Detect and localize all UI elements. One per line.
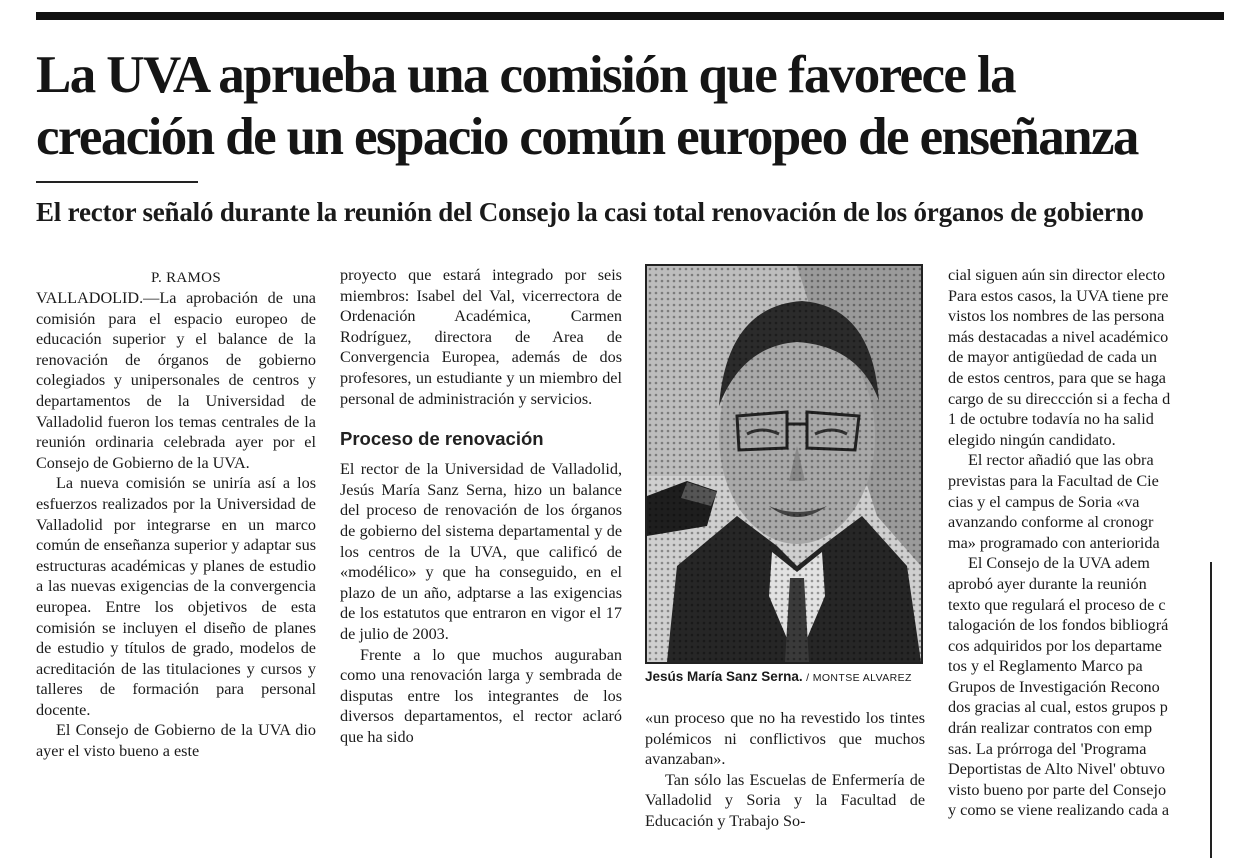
photo-caption (645, 668, 930, 687)
column4-line: cial siguen aún sin director electo (948, 266, 1166, 284)
byline: P. RAMOS (151, 270, 221, 286)
column4-line: cias y el campus de Soria «va (948, 492, 1140, 511)
headline (36, 44, 1231, 168)
article-column-4 (948, 265, 1210, 835)
top-rule (36, 12, 1224, 20)
column4-line: texto que regulará el proceso de c (948, 595, 1166, 614)
column4-line: sas. La prórroga del 'Programa (948, 739, 1147, 758)
headline-line-1: La UVA aprueba una comisión que favorece la (36, 46, 1016, 104)
column2-paragraph-3: Frente a lo que muchos auguraban como una renovación larga y sembrada de disputas entre los integrantes de los diversos departamentos, el rector aclaró que ha sido (340, 645, 622, 746)
column4-line: cos adquiridos por los departame (948, 636, 1162, 655)
column4-line: dos gracias al cual, estos grupos p (948, 698, 1168, 717)
column4-line: previstas para la Facultad de Cie (948, 471, 1159, 490)
column4-line: vistos los nombres de las persona (948, 307, 1165, 326)
article-column-1 (36, 268, 316, 762)
section-title: Proceso de renovación (340, 428, 544, 450)
column4-line: Deportistas de Alto Nivel' obtuvo (948, 760, 1165, 779)
column3-paragraph-2: Tan sólo las Escuelas de Enfermería de Valladolid y Soria y la Facultad de Educación y Trabajo So- (645, 770, 925, 830)
subheadline-rule (36, 181, 198, 183)
column2-paragraph-1: proyecto que estará integrado por seis miembros: Isabel del Val, vicerrectora de Ordenación Académica, Carmen Rodríguez, directora de Area de Convergencia Europea, además de dos profesores, un estudiante y un miembro del personal de administración y servicios. (340, 266, 622, 408)
column4-line: avanzando conforme al cronogr (948, 513, 1154, 532)
column4-line: visto bueno por parte del Consejo (948, 780, 1167, 799)
column4-line: elegido ningún candidato. (948, 430, 1116, 449)
column4-line: drán realizar contratos con emp (948, 719, 1153, 738)
rector-photo (645, 264, 923, 664)
subheadline: El rector señaló durante la reunión del Consejo la casi total renovación de los órganos de gobierno (36, 197, 1144, 227)
headline-line-2: creación de un espacio común europeo de enseñanza (36, 108, 1138, 166)
column4-line: de estos centros, para que se haga (948, 368, 1166, 387)
column4-line: tos y el Reglamento Marco pa (948, 657, 1143, 676)
article-column-2 (340, 265, 622, 747)
article-column-3 (645, 708, 925, 832)
caption-name: Jesús María Sanz Serna. (645, 669, 803, 684)
column4-line: Grupos de Investigación Recono (948, 677, 1160, 696)
column1-paragraph-2: La nueva comisión se uniría así a los esfuerzos realizados por la Universidad de Valladolid por integrarse en un marco común de enseñanza superior y adaptar sus estructuras académicas y planes de estudio a las nuevas exigencias de la convergencia europea. Entre los objetivos de esta comisión se incluyen el diseño de planes de estudio y títulos de grado, modelos de acreditación de las titulaciones y cursos y talleres de formación para personal docente. (36, 474, 316, 719)
column4-line: El rector añadió que las obra (968, 451, 1154, 470)
column3-paragraph-1: «un proceso que no ha revestido los tintes polémicos ni conflictivos que muchos avanzaban». (645, 709, 925, 769)
portrait-illustration (647, 266, 921, 662)
column4-line: de mayor antigüedad de cada un (948, 348, 1157, 367)
column4-line: y como se viene realizando cada a (948, 801, 1170, 820)
column4-line: talogación de los fondos bibliográ (948, 616, 1169, 635)
column4-line: aprobó ayer durante la reunión (948, 574, 1147, 593)
column1-paragraph-3: El Consejo de Gobierno de la UVA dio ayer el visto bueno a este (36, 721, 316, 761)
column4-line: Para estos casos, la UVA tiene pre (948, 286, 1169, 305)
column4-line: cargo de su direccción si a fecha d (948, 389, 1171, 408)
column4-line: El Consejo de la UVA adem (968, 554, 1150, 573)
column4-line: 1 de octubre todavía no ha salid (948, 410, 1154, 429)
caption-credit: / MONTSE ALVAREZ (806, 672, 912, 684)
column4-line: más destacadas a nivel académico (948, 327, 1169, 346)
column2-paragraph-2: El rector de la Universidad de Valladolid, Jesús María Sanz Serna, hizo un balance del proceso de renovación de los órganos de gobierno del sistema departamental y de los centros de la UVA, que calificó de «modélico» y que ha conseguido, en el plazo de un año, adptarse a las exigencias de los estatutos que entraron en vigor el 17 de julio de 2003. (340, 460, 622, 643)
column-edge-rule (1210, 562, 1212, 858)
column4-line: ma» programado con anteriorida (948, 533, 1160, 552)
column1-paragraph-1: VALLADOLID.—La aprobación de una comisión para el espacio europeo de educación superior y el balance de la renovación de órganos de gobierno colegiados y unipersonales de centros y departamentos de la Universidad de Valladolid fueron los temas centrales de la reunión ordinaria celebrada ayer por el Consejo de Gobierno de la UVA. (36, 289, 316, 472)
